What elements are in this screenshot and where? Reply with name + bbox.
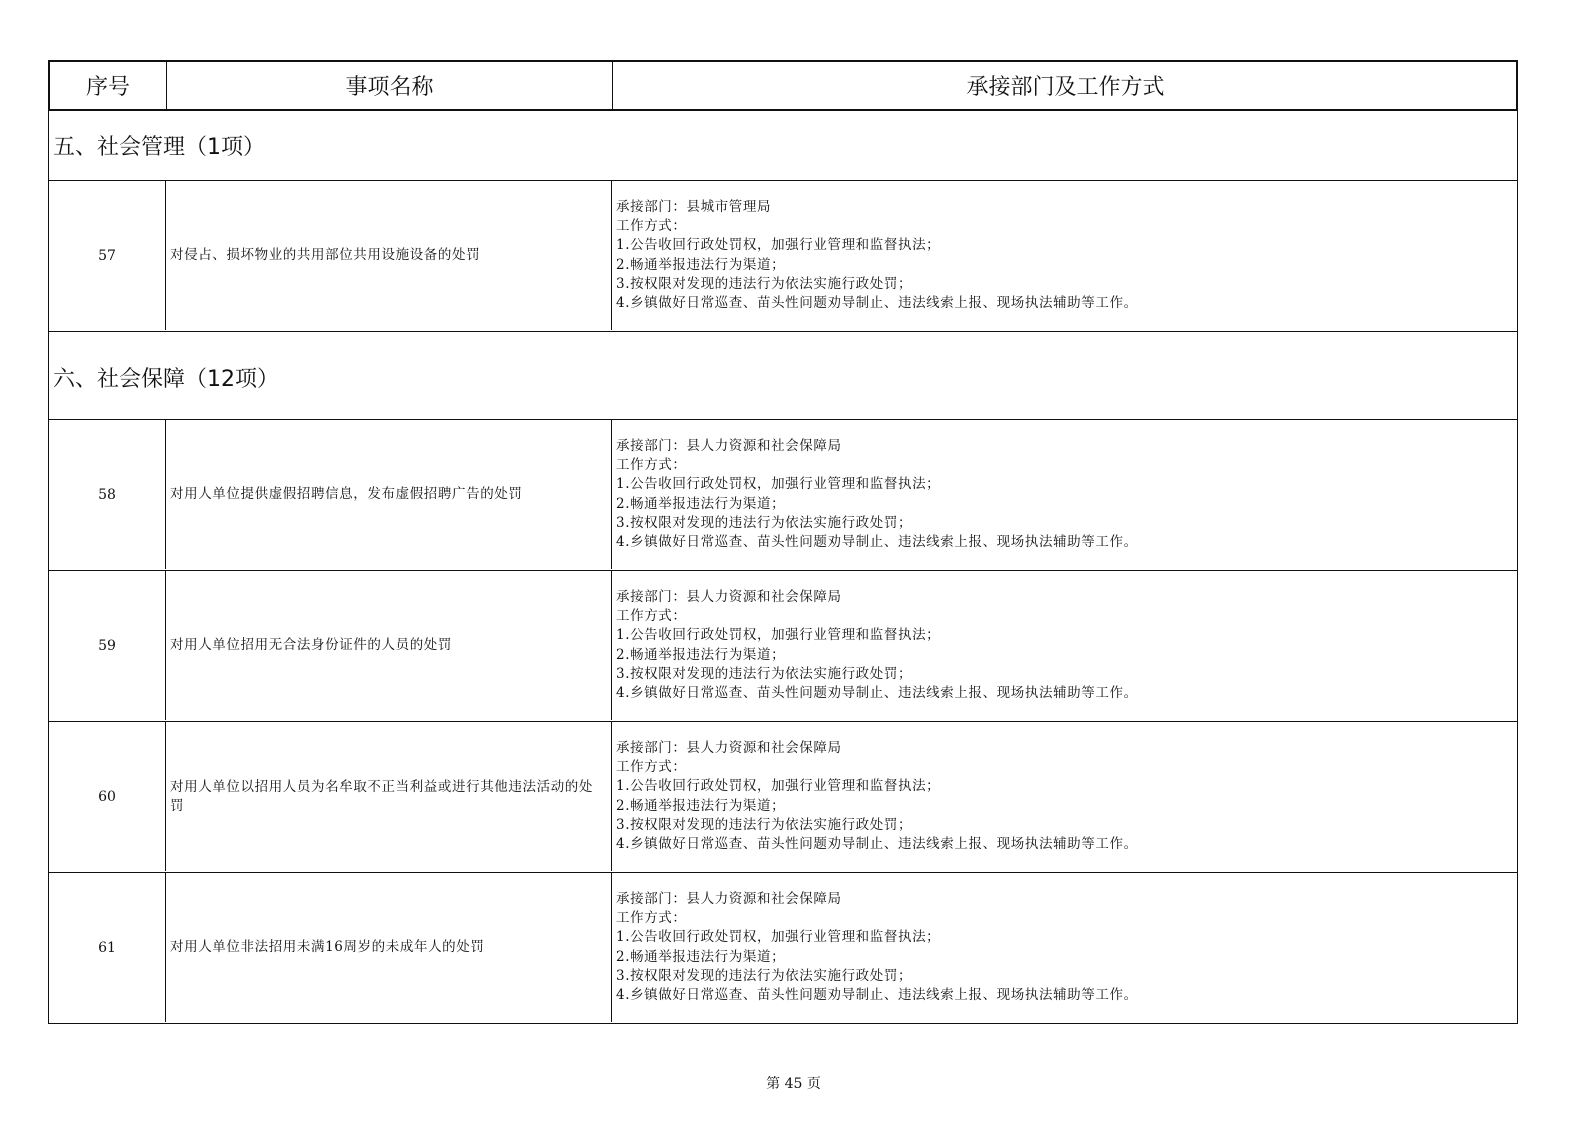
method-step-1: 1.公告收回行政处罚权，加强行业管理和监督执法； bbox=[616, 237, 941, 254]
method-step-2: 2.畅通举报违法行为渠道； bbox=[616, 948, 786, 965]
row-number: 59 bbox=[49, 571, 166, 720]
method-step-1: 1.公告收回行政处罚权，加强行业管理和监督执法； bbox=[616, 778, 941, 795]
row-item-name: 对用人单位提供虚假招聘信息，发布虚假招聘广告的处罚 bbox=[166, 420, 612, 569]
department-line: 承接部门：县人力资源和社会保障局 bbox=[616, 890, 842, 907]
section-heading bbox=[48, 331, 1518, 420]
row-department-method bbox=[612, 571, 1517, 720]
row-item-name: 对用人单位非法招用未满16周岁的未成年人的处罚 bbox=[166, 873, 612, 1022]
row-number: 61 bbox=[49, 873, 166, 1022]
row-number: 58 bbox=[49, 420, 166, 569]
method-step-3: 3.按权限对发现的违法行为依法实施行政处罚； bbox=[616, 665, 913, 682]
row-department-method bbox=[612, 722, 1517, 871]
table-row bbox=[48, 180, 1518, 332]
department-line: 承接部门：县城市管理局 bbox=[616, 198, 772, 215]
method-label-line: 工作方式： bbox=[616, 457, 687, 474]
row-department-method bbox=[612, 873, 1517, 1022]
section-title: 六、社会保障（12项） bbox=[53, 367, 279, 392]
method-step-3: 3.按权限对发现的违法行为依法实施行政处罚； bbox=[616, 816, 913, 833]
department-line: 承接部门：县人力资源和社会保障局 bbox=[616, 739, 842, 756]
row-item-name: 对用人单位招用无合法身份证件的人员的处罚 bbox=[166, 571, 612, 720]
header-item-name: 事项名称 bbox=[167, 62, 613, 109]
method-step-3: 3.按权限对发现的违法行为依法实施行政处罚； bbox=[616, 514, 913, 531]
row-department-method bbox=[612, 420, 1517, 569]
row-item-name: 对用人单位以招用人员为名牟取不正当利益或进行其他违法活动的处罚 bbox=[166, 722, 612, 871]
method-step-1: 1.公告收回行政处罚权，加强行业管理和监督执法； bbox=[616, 476, 941, 493]
page-number: 第 45 页 bbox=[766, 1076, 821, 1092]
table-header bbox=[48, 60, 1518, 111]
row-number: 60 bbox=[49, 722, 166, 871]
header-department-method: 承接部门及工作方式 bbox=[966, 75, 1165, 100]
header-serial-number: 序号 bbox=[50, 62, 167, 109]
method-step-2: 2.畅通举报违法行为渠道； bbox=[616, 797, 786, 814]
method-step-2: 2.畅通举报违法行为渠道； bbox=[616, 646, 786, 663]
method-step-4: 4.乡镇做好日常巡查、苗头性问题劝导制止、违法线索上报、现场执法辅助等工作。 bbox=[616, 986, 1138, 1003]
department-line: 承接部门：县人力资源和社会保障局 bbox=[616, 437, 842, 454]
method-step-2: 2.畅通举报违法行为渠道； bbox=[616, 495, 786, 512]
method-step-1: 1.公告收回行政处罚权，加强行业管理和监督执法； bbox=[616, 929, 941, 946]
method-step-4: 4.乡镇做好日常巡查、苗头性问题劝导制止、违法线索上报、现场执法辅助等工作。 bbox=[616, 835, 1138, 852]
section-heading bbox=[48, 111, 1518, 181]
table-row bbox=[48, 570, 1518, 722]
method-step-2: 2.畅通举报违法行为渠道； bbox=[616, 256, 786, 273]
method-step-4: 4.乡镇做好日常巡查、苗头性问题劝导制止、违法线索上报、现场执法辅助等工作。 bbox=[616, 684, 1138, 701]
method-step-4: 4.乡镇做好日常巡查、苗头性问题劝导制止、违法线索上报、现场执法辅助等工作。 bbox=[616, 294, 1138, 311]
department-line: 承接部门：县人力资源和社会保障局 bbox=[616, 588, 842, 605]
table-row bbox=[48, 419, 1518, 571]
row-department-method bbox=[612, 181, 1517, 330]
method-label-line: 工作方式： bbox=[616, 218, 687, 235]
section-title: 五、社会管理（1项） bbox=[53, 135, 265, 160]
table-row bbox=[48, 721, 1518, 873]
row-number: 57 bbox=[49, 181, 166, 330]
method-label-line: 工作方式： bbox=[616, 759, 687, 776]
method-step-3: 3.按权限对发现的违法行为依法实施行政处罚； bbox=[616, 967, 913, 984]
method-step-3: 3.按权限对发现的违法行为依法实施行政处罚； bbox=[616, 275, 913, 292]
method-label-line: 工作方式： bbox=[616, 608, 687, 625]
method-step-4: 4.乡镇做好日常巡查、苗头性问题劝导制止、违法线索上报、现场执法辅助等工作。 bbox=[616, 533, 1138, 550]
table-row bbox=[48, 872, 1518, 1024]
method-label-line: 工作方式： bbox=[616, 910, 687, 927]
method-step-1: 1.公告收回行政处罚权，加强行业管理和监督执法； bbox=[616, 627, 941, 644]
row-item-name: 对侵占、损坏物业的共用部位共用设施设备的处罚 bbox=[166, 181, 612, 330]
